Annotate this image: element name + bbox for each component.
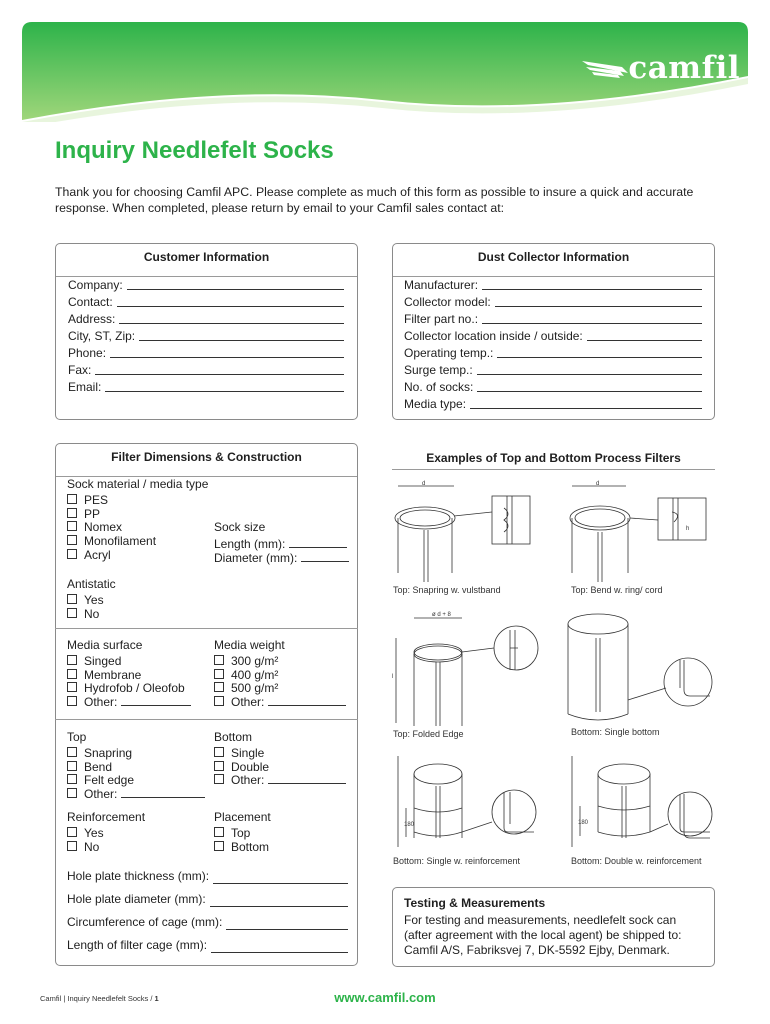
top-snapring[interactable]: Snapring	[67, 747, 205, 761]
email-field[interactable]: Email:	[68, 379, 344, 396]
page-title: Inquiry Needlefelt Socks	[55, 137, 334, 164]
bottom-group	[214, 730, 346, 788]
sock-size-label: Sock size	[214, 520, 266, 534]
antistatic-label: Antistatic	[67, 577, 116, 591]
double-reinforcement-figure	[566, 752, 716, 852]
placement-bottom[interactable]: Bottom	[214, 841, 271, 855]
phone-field[interactable]: Phone:	[68, 345, 344, 362]
weight-other[interactable]: Other:	[214, 696, 346, 710]
svg-text:ø d + 8: ø d + 8	[432, 612, 451, 618]
address-field[interactable]: Address:	[68, 311, 344, 328]
option-acryl[interactable]: Acryl	[67, 549, 208, 563]
testing-heading: Testing & Measurements	[404, 896, 546, 910]
antistatic-group	[67, 577, 116, 621]
sock-material-group	[67, 477, 208, 563]
placement-label: Placement	[214, 810, 271, 824]
collector-model-field[interactable]: Collector model:	[404, 294, 702, 311]
reinforcement-no[interactable]: No	[67, 841, 145, 855]
svg-text:180: 180	[404, 822, 415, 828]
camfil-logo-mark	[582, 57, 628, 79]
caption-double-reinforcement: Bottom: Double w. reinforcement	[571, 856, 702, 866]
top-bend[interactable]: Bend	[67, 761, 205, 775]
surge-temp-field[interactable]: Surge temp.:	[404, 362, 702, 379]
footer-url-link[interactable]: www.camfil.com	[334, 990, 436, 1005]
testing-box	[392, 887, 715, 967]
intro-text: Thank you for choosing Camfil APC. Please complete as much of this form as possible to insure a quick and accurate response. When completed, please return by email to your Camfil sales contact at:	[55, 185, 694, 215]
manufacturer-field[interactable]: Manufacturer:	[404, 277, 702, 294]
surface-other[interactable]: Other:	[67, 696, 191, 710]
caption-bend: Top: Bend w. ring/ cord	[571, 585, 663, 595]
bottom-single[interactable]: Single	[214, 747, 346, 761]
contact-field[interactable]: Contact:	[68, 294, 344, 311]
cage-circumference-field[interactable]: Circumference of cage (mm):	[67, 911, 348, 934]
svg-text:d: d	[596, 481, 600, 487]
media-surface-group	[67, 638, 191, 710]
sock-diameter-field[interactable]: Diameter (mm):	[214, 551, 349, 565]
caption-snapring: Top: Snapring w. vulstband	[393, 585, 501, 595]
single-reinforcement-figure	[392, 752, 542, 852]
city-state-zip-field[interactable]: City, ST, Zip:	[68, 328, 344, 345]
collector-info-box	[392, 243, 715, 420]
bottom-other[interactable]: Other:	[214, 774, 346, 788]
option-nomex[interactable]: Nomex	[67, 521, 208, 535]
collector-location-field[interactable]: Collector location inside / outside:	[404, 328, 702, 345]
surface-hydrofob[interactable]: Hydrofob / Oleofob	[67, 682, 191, 696]
top-label: Top	[67, 730, 87, 744]
placement-top[interactable]: Top	[214, 827, 271, 841]
customer-info-heading: Customer Information	[143, 250, 270, 264]
top-felt-edge[interactable]: Felt edge	[67, 774, 205, 788]
folded-edge-figure	[392, 608, 542, 726]
antistatic-yes[interactable]: Yes	[67, 594, 116, 608]
weight-300[interactable]: 300 g/m²	[214, 655, 346, 669]
camfil-logo-text: camfil	[628, 50, 740, 86]
option-monofilament[interactable]: Monofilament	[67, 535, 208, 549]
svg-text:d: d	[422, 481, 426, 487]
single-bottom-figure	[566, 608, 716, 726]
filter-part-field[interactable]: Filter part no.:	[404, 311, 702, 328]
caption-folded-edge: Top: Folded Edge	[393, 729, 464, 739]
hole-plate-diameter-field[interactable]: Hole plate diameter (mm):	[67, 888, 348, 911]
media-type-field[interactable]: Media type:	[404, 396, 702, 413]
collector-info-heading: Dust Collector Information	[477, 250, 630, 264]
footer-doc-label: Camfil | Inquiry Needlefelt Socks / 1	[40, 994, 159, 1003]
examples-heading: Examples of Top and Bottom Process Filters	[426, 451, 681, 465]
num-socks-field[interactable]: No. of socks:	[404, 379, 702, 396]
svg-text:h: h	[686, 526, 690, 532]
sock-length-field[interactable]: Length (mm):	[214, 537, 349, 551]
top-other[interactable]: Other:	[67, 788, 205, 802]
cage-length-field[interactable]: Length of filter cage (mm):	[67, 934, 348, 957]
caption-single-reinforcement: Bottom: Single w. reinforcement	[393, 856, 521, 866]
reinforcement-label: Reinforcement	[67, 810, 146, 824]
bottom-double[interactable]: Double	[214, 761, 346, 775]
top-group	[67, 730, 205, 802]
operating-temp-field[interactable]: Operating temp.:	[404, 345, 702, 362]
company-field[interactable]: Company:	[68, 277, 344, 294]
sock-material-label: Sock material / media type	[67, 477, 209, 491]
page-number: 1	[154, 994, 159, 1003]
sock-size-group	[214, 520, 349, 565]
media-weight-group	[214, 638, 346, 710]
reinforcement-yes[interactable]: Yes	[67, 827, 145, 841]
testing-text: For testing and measurements, needlefelt sock can (after agreement with the local agent) be shipped to: Camfil A/S, Fabriksvej 7, DK-5592 Ejby, Denmark.	[404, 913, 682, 957]
customer-info-box	[55, 243, 358, 420]
hole-plate-thickness-field[interactable]: Hole plate thickness (mm):	[67, 865, 348, 888]
placement-group	[214, 810, 271, 854]
svg-text:180: 180	[578, 820, 589, 826]
bend-figure	[568, 478, 718, 583]
caption-single-bottom: Bottom: Single bottom	[571, 727, 660, 737]
option-pp[interactable]: PP	[67, 508, 208, 522]
weight-500[interactable]: 500 g/m²	[214, 682, 346, 696]
camfil-logo	[582, 50, 740, 86]
option-pes[interactable]: PES	[67, 494, 208, 508]
surface-singed[interactable]: Singed	[67, 655, 191, 669]
snapring-figure	[392, 478, 542, 583]
media-surface-label: Media surface	[67, 638, 143, 652]
filter-dimensions-heading: Filter Dimensions & Construction	[111, 450, 302, 464]
antistatic-no[interactable]: No	[67, 608, 116, 622]
bottom-label: Bottom	[214, 730, 253, 744]
fax-field[interactable]: Fax:	[68, 362, 344, 379]
surface-membrane[interactable]: Membrane	[67, 669, 191, 683]
reinforcement-group	[67, 810, 145, 854]
media-weight-label: Media weight	[214, 638, 285, 652]
weight-400[interactable]: 400 g/m²	[214, 669, 346, 683]
svg-text:l: l	[392, 674, 394, 680]
